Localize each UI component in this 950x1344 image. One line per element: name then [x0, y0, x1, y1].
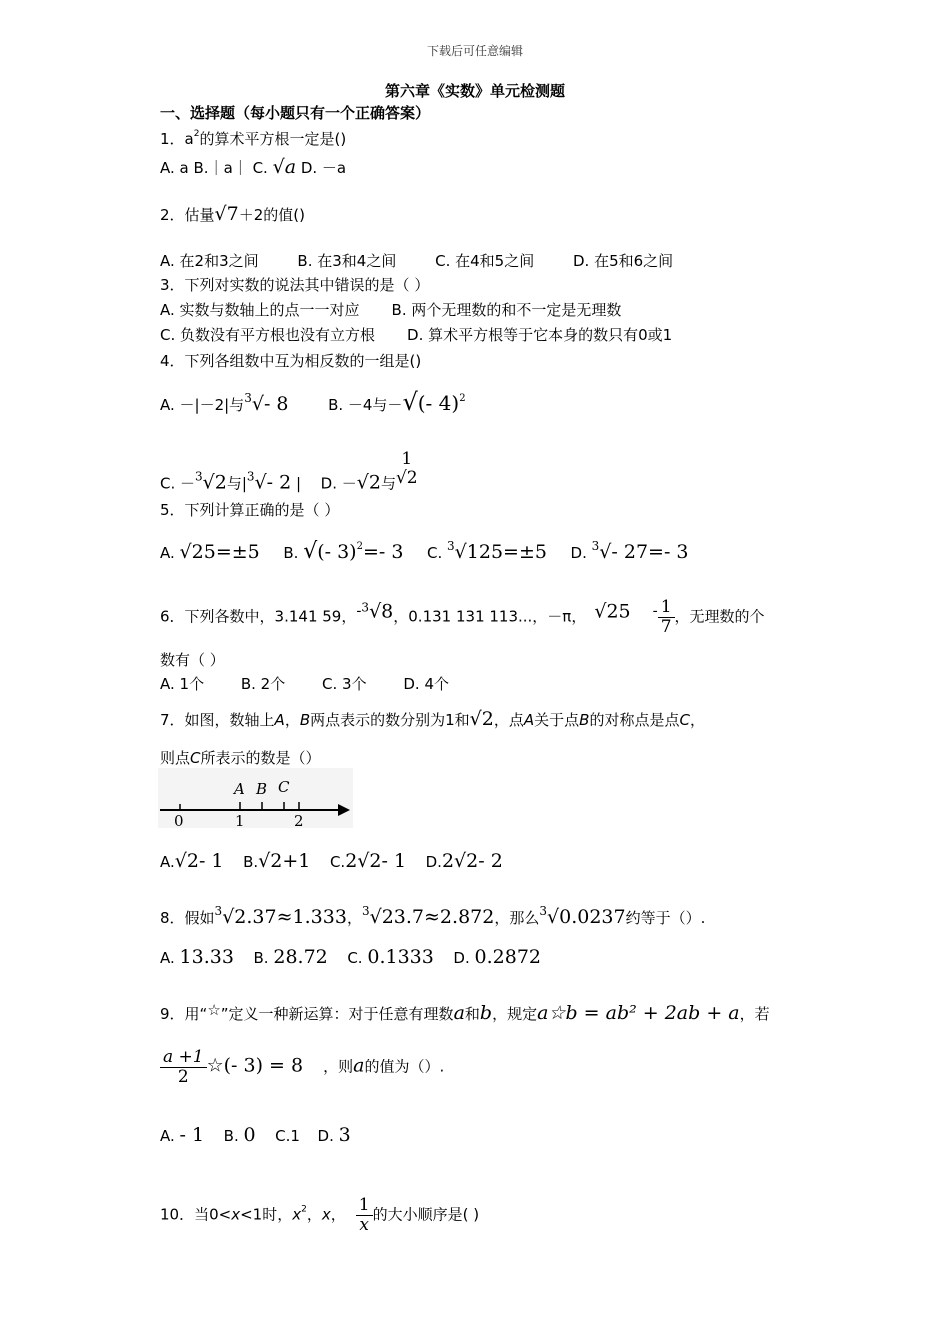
q8-post: 约等于（）.: [625, 909, 706, 927]
q10-c1: ，: [306, 1205, 322, 1224]
q3-options-ab: [160, 303, 621, 318]
q5-b-radicand: (- 3): [317, 541, 357, 563]
q9-line2: [160, 1048, 444, 1086]
q6-option-c: C. 3个: [322, 675, 367, 693]
tick-label-2: 2: [294, 812, 304, 828]
q10-c2: ，: [330, 1205, 346, 1224]
q9-f-num: a +1: [160, 1048, 207, 1068]
number-line-figure: [158, 768, 353, 828]
q6-mid: ，0.131 131 113...，－π，: [393, 607, 587, 626]
q8-sep: ，: [346, 909, 362, 927]
q2-option-a: A. 在2和3之间: [160, 252, 259, 270]
question-2: [160, 205, 305, 224]
q1-option-a: A. a: [160, 159, 189, 177]
q1-option-c-label: C.: [252, 159, 268, 177]
q7-a-radicand: 2: [186, 850, 199, 872]
q8-mid: ，那么: [494, 909, 540, 927]
q9-post: ，若: [739, 1005, 770, 1023]
q2-post: ＋2的值(): [238, 206, 305, 224]
q8-expr2: √23.7≈2.872: [369, 906, 495, 928]
question-4: 4．下列各组数中互为相反数的一组是(): [160, 352, 422, 370]
q9-line2-post: 的值为（）.: [364, 1057, 445, 1076]
q7-radicand: 2: [481, 708, 494, 730]
q5-option-d: D.: [570, 544, 587, 562]
tick-label-0: 0: [174, 812, 184, 828]
q4-c-index: 3: [195, 469, 203, 484]
q9-f-rest: ☆(- 3) = 8: [206, 1054, 304, 1077]
q5-option-b: B.: [283, 544, 299, 562]
q8-c-value: 0.1333: [367, 946, 434, 968]
q9-option-d: D.: [317, 1127, 334, 1145]
q4-option-d: D. －: [320, 474, 357, 493]
q7-c-expr: 2√2- 1: [345, 850, 407, 872]
q7-option-d: D.: [425, 853, 442, 871]
q6-option-b: B. 2个: [240, 675, 286, 693]
q7-option-b: B.: [243, 853, 259, 871]
q1-options: [160, 158, 346, 177]
q7-a-rest: - 1: [198, 850, 224, 872]
q5-c-index: 3: [447, 539, 455, 553]
q5-a-rhs: =±5: [215, 541, 260, 563]
q7-mid: 两点表示的数分别为1和: [310, 711, 470, 729]
q9-var-b: b: [479, 1002, 493, 1024]
q4-a-index: 3: [244, 391, 252, 405]
q5-option-c: C.: [427, 544, 443, 562]
q4-c-post: |: [296, 474, 302, 493]
q6-options: [160, 677, 449, 692]
q7-var-b: B: [299, 711, 311, 729]
q1-c-radicand: a: [284, 156, 297, 178]
q1-option-c-radical: √a: [272, 156, 297, 178]
q7-post1: ，点: [493, 711, 524, 729]
q10-den: x: [359, 1214, 369, 1235]
q9-option-a: A.: [160, 1127, 175, 1145]
q10-x2: x: [292, 1205, 302, 1224]
q8-option-c: C.: [347, 949, 363, 967]
q9-f-den: 2: [177, 1066, 189, 1087]
q6-option-d: D. 4个: [403, 675, 449, 693]
q7-line2-pre: 则点: [160, 749, 191, 767]
q2-radical: √7: [214, 203, 239, 225]
q6-n3-radical: √25: [594, 600, 631, 623]
q5-d-radicand: - 27: [611, 541, 649, 563]
q6-n4-den: 7: [660, 616, 672, 637]
q5-b-expr: √(- 3)$^2$=- 3: [303, 539, 404, 564]
q4-option-b: B. －4与－: [328, 396, 403, 414]
q6-pre: 6．下列各数中，3.141 59，: [160, 607, 357, 626]
q2-pre: 2．估量: [160, 206, 215, 224]
q4-b-radicand: (- 4): [417, 391, 460, 415]
q9-d-value: 3: [338, 1124, 351, 1146]
section-heading: 一、选择题（每小题只有一个正确答案）: [160, 104, 431, 122]
question-5: 5．下列计算正确的是（ ）: [160, 501, 340, 519]
q7-d-coef: 2: [441, 850, 455, 872]
q6-post: ，无理数的个: [674, 607, 765, 626]
q7-post4: ，: [689, 711, 705, 729]
q8-a-value: 13.33: [179, 946, 234, 968]
label-a: A: [234, 780, 245, 798]
q9-a-value: - 1: [179, 1124, 205, 1146]
q7-var-a: A: [274, 711, 285, 729]
q1-stem: 1．a: [160, 130, 194, 148]
q9-b-value: 0: [243, 1124, 256, 1146]
q4-d-num: 1: [401, 449, 413, 469]
q6-option-a: A. 1个: [160, 675, 205, 693]
q5-b-sup: 2: [356, 541, 363, 552]
q7-d-radicand: 2: [466, 850, 479, 872]
q5-d-rhs: =- 3: [648, 541, 689, 563]
star-icon: ☆: [207, 1001, 221, 1019]
q6-n1-sign: -: [356, 601, 362, 620]
q2-options: [160, 254, 673, 269]
q4-a-radical: √- 8: [251, 393, 289, 415]
q9-formula: a☆b = ab² + 2ab + a: [537, 1002, 740, 1024]
q8-radicand3: 0.0237: [559, 906, 626, 928]
q10-pre: 10．当0<: [160, 1205, 232, 1224]
q4-b-radical: √(- 4)$^2$: [402, 388, 466, 416]
q7-option-a: A.: [160, 853, 175, 871]
q4-options-cd: [160, 450, 418, 493]
q10-x1: x: [231, 1205, 241, 1224]
figure-background: [158, 768, 353, 828]
q4-c-radicand: 2: [214, 471, 227, 494]
q3-option-c: C. 负数没有平方根也没有立方根: [160, 326, 376, 344]
label-c: C: [278, 778, 290, 796]
q2-radicand: 7: [226, 203, 239, 225]
q4-d-radical: √2: [356, 471, 381, 494]
q7-b-expr: √2+1: [258, 850, 311, 872]
q5-b-rhs: =- 3: [362, 541, 404, 563]
q7-pre: 7．如图，数轴上: [160, 711, 275, 729]
q7-d-expr: 2√2- 2: [441, 850, 503, 872]
q9-line2-var: a: [353, 1054, 365, 1077]
q10-fraction: [356, 1196, 373, 1234]
q4-c-index2: 3: [246, 469, 255, 484]
q7-b-radicand: 2: [270, 850, 283, 872]
q9-fraction: [160, 1048, 207, 1086]
question-7: [160, 710, 705, 729]
q4-d-fraction: 1 √2: [395, 449, 418, 488]
q9-he: 和: [464, 1005, 480, 1023]
q8-b-value: 28.72: [273, 946, 328, 968]
q8-value2: ≈2.872: [424, 906, 495, 928]
header-note: 下载后可任意编辑: [426, 44, 523, 58]
q1-sup: 2: [193, 129, 200, 139]
q9-option-c: C.1: [275, 1127, 300, 1145]
q6-n3-radicand: 25: [606, 600, 631, 623]
q8-index1: 3: [214, 904, 223, 918]
q4-option-c: C. －: [160, 474, 196, 493]
q10-post: 的大小顺序是( ): [372, 1205, 480, 1224]
q5-c-radicand: 125: [466, 541, 504, 563]
q4-c-radical2: √- 2: [254, 471, 292, 494]
q4-d-den: 2: [406, 467, 418, 488]
q5-c-expr: √125=±5: [454, 541, 547, 563]
q7-c-coef: 2: [345, 850, 358, 872]
q7-option-c: C.: [329, 853, 346, 871]
question-9: [160, 1003, 770, 1023]
label-b: B: [256, 780, 268, 798]
q6-line2: 数有（ ）: [160, 651, 225, 669]
q4-c-radicand2: - 2: [266, 471, 292, 494]
q7-a-expr: √2- 1: [174, 850, 224, 872]
q5-d-expr: √- 27=- 3: [599, 541, 689, 563]
q5-a-expr: √25=±5: [179, 541, 260, 563]
q1-option-d: D. －a: [300, 159, 347, 177]
q9-options: [160, 1126, 351, 1145]
q7-radical: √2: [469, 708, 494, 730]
q4-d-radicand: 2: [368, 471, 381, 494]
q4-c-radical: √2: [202, 471, 227, 494]
q10-x3: x: [321, 1205, 331, 1224]
q8-options: [160, 948, 541, 967]
tick-label-1: 1: [235, 812, 245, 828]
q7-line2-post: 所表示的数是（）: [200, 749, 321, 767]
question-3: 3．下列对实数的说法其中错误的是（ ）: [160, 276, 430, 294]
q7-var-c: C: [679, 711, 690, 729]
q5-option-a: A.: [160, 544, 175, 562]
q8-value1: ≈1.333: [276, 906, 347, 928]
q7-d-rest: - 2: [478, 850, 503, 872]
q4-a-radicand: - 8: [263, 393, 289, 415]
q1-option-b: B.｜a｜: [193, 159, 248, 177]
q7-line2-var-c: C: [190, 749, 201, 767]
q5-options: [160, 540, 689, 563]
q1-stem-post: 的算术平方根一定是(): [199, 130, 347, 148]
q7-line2: [160, 751, 321, 766]
q9-var-a: a: [453, 1002, 465, 1024]
q9-option-b: B.: [223, 1127, 239, 1145]
q6-n1-radicand: 8: [381, 600, 394, 623]
q6-n4-fraction: [658, 598, 675, 636]
q6-n1-radical: √8: [369, 600, 394, 623]
q4-option-a: A. －|－2|与: [160, 396, 245, 414]
q8-expr1: √2.37≈1.333: [222, 906, 347, 928]
q9-mid1: ”定义一种新运算：对于任意有理数: [220, 1005, 454, 1023]
q7-c-radicand: 2: [369, 850, 382, 872]
q3-option-d: D. 算术平方根等于它本身的数只有0或1: [407, 326, 673, 344]
q7-post3: 的对称点是点: [589, 711, 680, 729]
q6-n4-sign: -: [652, 601, 658, 620]
q7-post2: 关于点: [534, 711, 580, 729]
q6-n1-index: 3: [361, 600, 370, 615]
question-10: [160, 1196, 479, 1234]
q10-sup: 2: [301, 1204, 307, 1215]
q7-var-a2: A: [523, 711, 535, 729]
q7-var-b2: B: [579, 711, 590, 729]
q2-option-b: B. 在3和4之间: [297, 252, 397, 270]
q6-n4-num: 1: [658, 598, 675, 618]
q8-radicand2: 23.7: [381, 906, 425, 928]
q8-index3: 3: [539, 904, 547, 918]
q5-a-radicand: 25: [191, 541, 216, 563]
q8-option-d: D.: [453, 949, 470, 967]
q8-option-b: B.: [253, 949, 269, 967]
q3-option-a: A. 实数与数轴上的点一一对应: [160, 301, 360, 319]
q8-radicand1: 2.37: [234, 906, 277, 928]
q7-c-rest: - 1: [381, 850, 407, 872]
q7-comma: ，: [284, 711, 300, 729]
q3-option-b: B. 两个无理数的和不一定是无理数: [391, 301, 622, 319]
q8-d-value: 0.2872: [474, 946, 541, 968]
page-title: 第六章《实数》单元检测题: [384, 82, 565, 100]
q2-option-d: D. 在5和6之间: [573, 252, 674, 270]
q9-line2-mid: ，则: [323, 1057, 354, 1076]
q4-d-mid: 与: [380, 474, 396, 493]
q8-pre: 8．假如: [160, 909, 215, 927]
question-1: [160, 130, 346, 147]
q5-d-index: 3: [591, 539, 600, 553]
q5-c-rhs: =±5: [503, 541, 547, 563]
q8-index2: 3: [361, 904, 370, 918]
q2-option-c: C. 在4和5之间: [435, 252, 535, 270]
q4-b-sup: 2: [459, 393, 466, 404]
q10-mid1: <1时，: [240, 1205, 293, 1224]
q7-b-rest: +1: [282, 850, 311, 872]
q8-expr3: √0.0237: [547, 906, 626, 928]
q7-options: [160, 852, 503, 871]
q8-option-a: A.: [160, 949, 175, 967]
question-8: [160, 905, 705, 927]
q10-num: 1: [356, 1196, 373, 1216]
q3-options-cd: [160, 328, 672, 343]
question-6: [160, 598, 765, 636]
q4-options-ab: [160, 390, 466, 414]
q9-mid2: ，规定: [492, 1005, 538, 1023]
q9-pre: 9．用“: [160, 1005, 208, 1023]
q4-c-mid: 与|: [226, 474, 247, 493]
